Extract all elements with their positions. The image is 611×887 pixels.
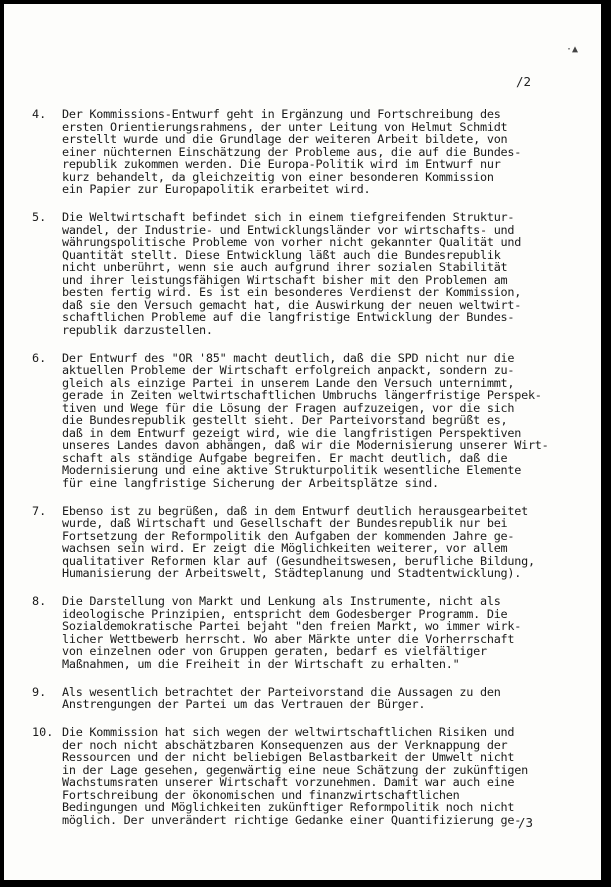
paragraph-number: 9. — [32, 684, 47, 699]
text-line: schaftlichen Probleme auf die langfristige Entwicklung der Bundes- — [62, 310, 515, 324]
paragraph-number: 5. — [32, 210, 47, 224]
text-line: besten fertig wird. Es ist ein besonderes Verdienst der Kommission, — [62, 285, 522, 299]
document-page — [4, 4, 601, 880]
text-line: republik zukommen werden. Die Europa-Politik wird im Entwurf nur — [62, 157, 501, 171]
text-line: einer nüchternen Einschätzung der Probleme aus, die auf die Bundes- — [62, 144, 522, 159]
text-line: aktuellen Probleme der Wirtschaft erfolgreich anpackt, sondern zu- — [62, 363, 515, 377]
text-line: Der Kommissions-Entwurf geht in Ergänzung und Fortschreibung des — [62, 107, 501, 121]
text-line: die Bundesrepublik gestellt sieht. Der Parteivorstand begrüßt es, — [62, 413, 508, 427]
numbered-paragraph-list — [32, 108, 552, 842]
paragraph-number: 4. — [32, 107, 47, 121]
text-line: Humanisierung der Arbeitswelt, Städteplanung und Stadtentwicklung). — [62, 566, 522, 580]
text-line: schaft als ständige Aufgabe begreifen. Er macht deutlich, daß die — [62, 450, 508, 465]
scan-smudge: ·▲ — [566, 44, 579, 55]
text-line: wachsen sein wird. Er zeigt die Möglichkeiten weiterer, vor allem — [62, 541, 508, 555]
text-line: republik darzustellen. — [62, 322, 213, 337]
text-line: daß sie den Versuch gemacht hat, die Auswirkung der neuen weltwirt- — [62, 297, 522, 312]
paragraph-text — [62, 211, 552, 336]
text-line: kurz behandelt, da gleichzeitig von einer besonderen Kommission — [62, 169, 494, 184]
text-line: Ressourcen und der nicht beliebigen Belastbarkeit der Umwelt nicht — [62, 750, 515, 764]
text-line: unseres Landes davon abhängen, daß wir die Modernisierung unserer Wirt- — [62, 438, 549, 452]
paragraph-number: 6. — [32, 350, 47, 365]
paragraph-number: 8. — [32, 594, 47, 608]
text-line: möglich. Der unverändert richtige Gedanke einer Quantifizierung ge- — [62, 812, 522, 827]
text-line: der noch nicht abschätzbaren Konsequenzen aus der Verknappung der — [62, 737, 508, 752]
paragraph-text — [62, 108, 552, 196]
text-line: Quantität stellt. Diese Entwicklung läßt auch die Bundesrepublik — [62, 247, 501, 262]
text-line: qualitativer Reformen klar auf (Gesundheitswesen, berufliche Bildung, — [62, 553, 535, 568]
paragraph-text — [62, 505, 552, 580]
numbered-paragraph — [32, 352, 552, 490]
text-line: ein Papier zur Europapolitik erarbeitet wird. — [62, 182, 371, 196]
page-continuation-mark-top: /2 — [516, 74, 532, 89]
text-line: wandel, der Industrie- und Entwicklungsländer vor wirtschafts- und — [62, 222, 515, 237]
paragraph-text — [62, 595, 552, 670]
paragraph-text — [62, 726, 552, 826]
text-line: gleich als einzige Partei in unserem Lande den Versuch unternimmt, — [62, 375, 515, 390]
text-line: Modernisierung und eine aktive Strukturpolitik wesentliche Elemente — [62, 463, 522, 477]
text-line: währungspolitische Probleme von vorher nicht gekannter Qualität und — [62, 235, 522, 249]
text-line: Fortsetzung der Reformpolitik den Aufgaben der kommenden Jahre ge- — [62, 528, 515, 543]
numbered-paragraph — [32, 595, 552, 670]
text-line: Sozialdemokratische Partei bejaht "den freien Markt, wo immer wirk- — [62, 619, 522, 633]
numbered-paragraph — [32, 505, 552, 580]
text-line: wurde, daß Wirtschaft und Gesellschaft der Bundesrepublik nur bei — [62, 516, 508, 530]
text-line: Anstrengungen der Partei um das Vertrauen der Bürger. — [62, 697, 426, 711]
text-line: daß in dem Entwurf gezeigt wird, wie die langfristigen Perspektiven — [62, 425, 522, 440]
numbered-paragraph — [32, 686, 552, 711]
text-line: Die Darstellung von Markt und Lenkung als Instrumente, nicht als — [62, 594, 501, 608]
text-line: Die Kommission hat sich wegen der weltwirtschaftlichen Risiken und — [62, 725, 515, 739]
text-line: gerade in Zeiten weltwirtschaftlichen Umbruchs längerfristige Perspek- — [62, 388, 542, 402]
text-line: nicht unberührt, wenn sie auch aufgrund ihrer sozialen Stabilität — [62, 260, 508, 274]
paragraph-text — [62, 686, 552, 711]
text-line: von einzelnen oder von Gruppen geraten, bedarf es vielfältiger — [62, 644, 487, 658]
text-line: licher Wettbewerb herrscht. Wo aber Märkte unter die Vorherrschaft — [62, 631, 515, 646]
text-line: ersten Orientierungsrahmens, der unter Leitung von Helmut Schmidt — [62, 119, 508, 134]
text-line: Maßnahmen, um die Freiheit in der Wirtschaft zu erhalten." — [62, 656, 460, 671]
text-line: Wachstumsraten unserer Wirtschaft vorzunehmen. Damit war auch eine — [62, 775, 515, 789]
text-line: ideologische Prinzipien, entspricht dem Godesberger Programm. Die — [62, 606, 508, 621]
text-line: für eine langfristige Sicherung der Arbeitsplätze sind. — [62, 475, 439, 490]
text-line: erstellt wurde und die Grundlage der weiteren Arbeit bildete, von — [62, 132, 508, 146]
text-line: in der Lage gesehen, gegenwärtig eine neue Schätzung der zukünftigen — [62, 762, 528, 777]
text-line: Als wesentlich betrachtet der Parteivorstand die Aussagen zu den — [62, 684, 501, 699]
paragraph-number: 7. — [32, 503, 47, 518]
text-line: Bedingungen und Möglichkeiten zukünftiger Reformpolitik noch nicht — [62, 800, 515, 814]
text-line: Ebenso ist zu begrüßen, daß in dem Entwurf deutlich herausgearbeitet — [62, 503, 528, 518]
text-line: Fortschreibung der ökonomischen und finanzwirtschaftlichen — [62, 787, 460, 802]
text-line: tiven und Wege für die Lösung der Fragen aufzuzeigen, vor die sich — [62, 400, 515, 415]
numbered-paragraph — [32, 108, 552, 196]
paragraph-text — [62, 352, 552, 490]
numbered-paragraph — [32, 726, 552, 826]
numbered-paragraph — [32, 211, 552, 336]
page-continuation-mark-bottom: /3 — [518, 815, 534, 830]
text-line: Der Entwurf des "OR '85" macht deutlich, daß die SPD nicht nur die — [62, 350, 515, 365]
text-line: Die Weltwirtschaft befindet sich in einem tiefgreifenden Struktur- — [62, 210, 515, 224]
text-line: und ihrer leistungsfähigen Wirtschaft bisher mit den Problemen am — [62, 272, 508, 287]
paragraph-number: 10. — [32, 725, 54, 739]
